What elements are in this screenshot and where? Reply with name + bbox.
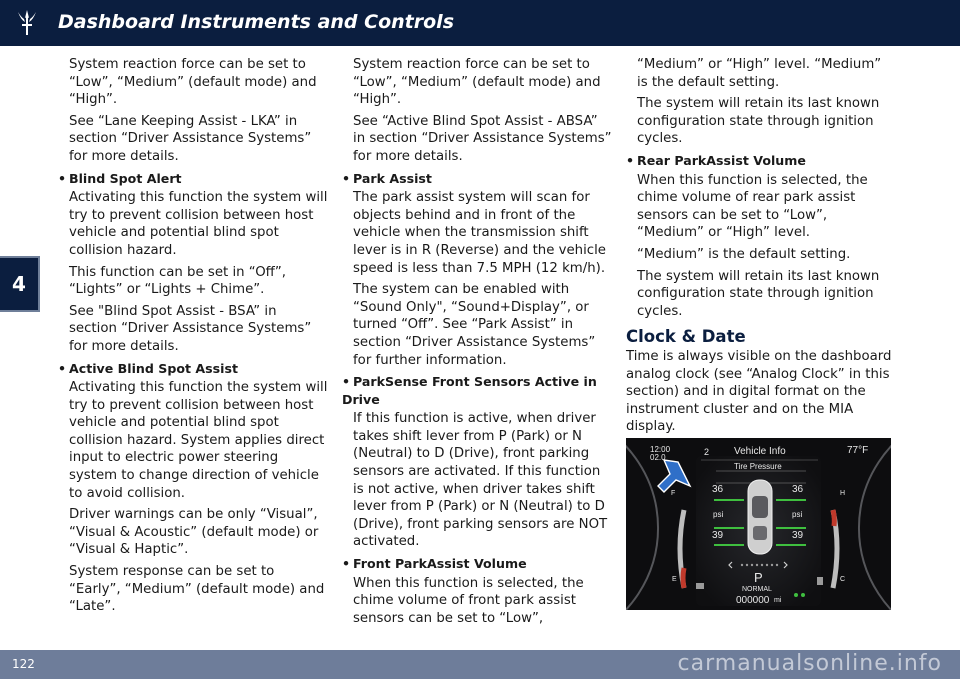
- cluster-subtitle: Tire Pressure: [734, 462, 782, 471]
- fuel-empty-label: E: [672, 576, 677, 583]
- paragraph: This function can be set in “Off”, “Lights” or “Lights + Chime”.: [69, 264, 286, 298]
- fuel-full-label: F: [671, 490, 676, 497]
- bullet-icon: •: [342, 374, 351, 390]
- page-footer: [0, 650, 960, 679]
- bullet-heading-text: Blind Spot Alert: [69, 170, 182, 186]
- paragraph: “Medium” or “High” level. “Medium” is the default setting.: [637, 57, 882, 90]
- tire-unit-right: psi: [792, 510, 803, 519]
- section-title: Dashboard Instruments and Controls: [58, 11, 455, 33]
- trident-logo-icon: [12, 8, 42, 38]
- watermark: carmanualsonline.info: [677, 651, 942, 676]
- bullet-icon: •: [342, 556, 351, 572]
- cluster-odometer-unit: mi: [774, 597, 782, 604]
- cluster-mode: NORMAL: [742, 586, 772, 593]
- bullet-heading-text: Front ParkAssist Volume: [353, 556, 527, 572]
- paragraph: Activating this function the system will try to prevent collision between host vehicle and potential blind spot collision hazard.: [69, 190, 328, 258]
- paragraph: When this function is selected, the chime volume of front park assist sensors can be set to “Low”,: [353, 575, 584, 626]
- bullet-heading-text: Park Assist: [353, 170, 432, 186]
- chapter-tab: [0, 256, 40, 312]
- paragraph: Activating this function the system will try to prevent collision between host vehicle and potential blind spot collision hazard. System applies direct input to electric power steering system to change direction of vehicle to avoid collision.: [69, 380, 328, 501]
- cluster-time: 12:00: [650, 445, 671, 454]
- bullet-icon: •: [626, 152, 635, 168]
- bullet-heading: [342, 555, 612, 573]
- cluster-odometer: 000000: [736, 595, 770, 606]
- text-column-2: [342, 56, 612, 631]
- page-header: [0, 0, 960, 46]
- bullet-heading: [342, 170, 612, 188]
- bullet-icon: •: [58, 360, 67, 376]
- text-column-1: [58, 56, 328, 620]
- paragraph: The system will retain its last known configuration state through ignition cycles.: [637, 96, 880, 147]
- tire-front-right: 36: [792, 484, 804, 495]
- tire-unit-left: psi: [713, 510, 724, 519]
- page-number: 122: [12, 657, 35, 671]
- paragraph: When this function is selected, the chime volume of rear park assist sensors can be set to “Low”, “Medium” or “High” level.: [637, 172, 868, 241]
- paragraph: See "Blind Spot Assist - BSA” in section “Driver Assistance Systems” for more details.: [69, 303, 312, 354]
- bullet-heading: [58, 170, 328, 188]
- paragraph: Time is always visible on the dashboard analog clock (see “Analog Clock” in this section) and in digital format on the instrument cluster and on the MIA display.: [626, 348, 892, 435]
- bullet-heading-text: Active Blind Spot Assist: [69, 360, 238, 376]
- paragraph: See “Active Blind Spot Assist - ABSA” in section “Driver Assistance Systems” for more details.: [353, 113, 612, 164]
- chapter-number: 4: [12, 272, 26, 296]
- paragraph: See “Lane Keeping Assist - LKA” in section “Driver Assistance Systems” for more details.: [69, 113, 312, 164]
- paragraph: Driver warnings can be only “Visual”, “Visual & Acoustic” (default mode) or “Visual & Haptic”.: [69, 507, 319, 558]
- paragraph: The park assist system will scan for objects behind and in front of the vehicle when the transmission shift lever is in R (Reverse) and the vehicle speed is less than 7.5 MPH (12 km/h).: [353, 190, 606, 276]
- paragraph: “Medium” is the default setting.: [637, 246, 851, 262]
- bullet-heading: [626, 152, 896, 170]
- paragraph: System reaction force can be set to “Low”, “Medium” (default mode) and “High”.: [69, 57, 317, 108]
- text-column-3: [626, 56, 896, 440]
- instrument-cluster-image: [626, 438, 891, 610]
- paragraph: System response can be set to “Early”, “Medium” (default mode) and “Late”.: [69, 564, 325, 615]
- tire-front-left: 36: [712, 484, 724, 495]
- bullet-icon: •: [342, 170, 351, 186]
- cluster-date: 02.0: [650, 453, 666, 462]
- temp-hot-label: H: [840, 490, 846, 497]
- temp-cold-label: C: [840, 576, 846, 583]
- cluster-screen-title: Vehicle Info: [734, 446, 786, 457]
- tire-rear-right: 39: [792, 530, 804, 541]
- paragraph: The system can be enabled with “Sound Only", “Sound+Display”, or turned “Off”. See “Park Assist” in section “Driver Assistance Systems” for further information.: [353, 282, 596, 368]
- bullet-heading-text: Rear ParkAssist Volume: [637, 152, 806, 168]
- section-heading: Clock & Date: [626, 327, 746, 347]
- tire-rear-left: 39: [712, 530, 724, 541]
- paragraph: If this function is active, when driver takes shift lever from P (Park) or N (Neutral) to D (Drive), front parking sensors are activated. If this function is not active, when driver takes shift lever from P (Park) or N (Neutral) to D (Drive), front parking sensors are NOT activated.: [353, 411, 608, 550]
- paragraph: System reaction force can be set to “Low”, “Medium” (default mode) and “High”.: [353, 57, 601, 108]
- cluster-gear-small: 2: [704, 447, 710, 457]
- bullet-heading: [342, 373, 612, 408]
- cluster-temperature: 77°F: [847, 445, 869, 456]
- cluster-gear: P: [754, 570, 763, 585]
- bullet-heading-text: ParkSense Front Sensors Active in Drive: [342, 374, 597, 407]
- bullet-heading: [58, 360, 328, 378]
- paragraph: The system will retain its last known configuration state through ignition cycles.: [637, 268, 880, 319]
- bullet-icon: •: [58, 170, 67, 186]
